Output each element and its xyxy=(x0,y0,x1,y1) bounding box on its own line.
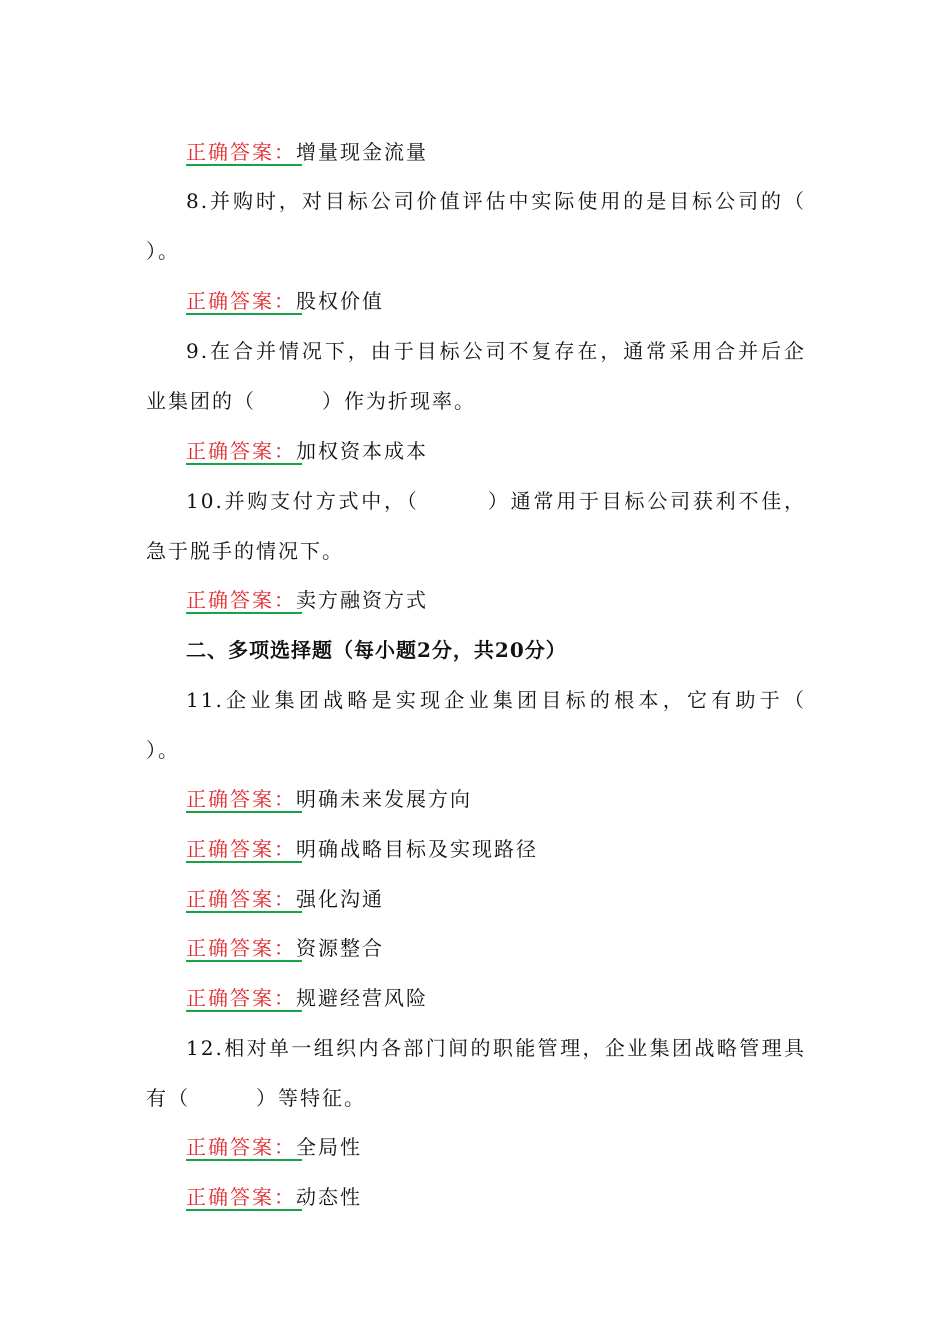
answer-label: 正确答案： xyxy=(186,933,296,963)
answer-line xyxy=(0,884,950,914)
answer-text: 卖方融资方式 xyxy=(296,588,428,612)
answer-text: 增量现金流量 xyxy=(296,140,428,164)
answer-line xyxy=(0,983,950,1013)
answer-label: 正确答案： xyxy=(186,436,296,466)
answer-line xyxy=(0,834,950,864)
answer-label: 正确答案： xyxy=(186,1132,296,1162)
question-10-line1: 10.并购支付方式中，（ ）通常用于目标公司获利不佳， xyxy=(186,489,806,513)
question-12-line2: 有（ ）等特征。 xyxy=(146,1086,366,1110)
question-11-line1: 11.企业集团战略是实现企业集团目标的根本，它有助于（ xyxy=(186,688,806,712)
answer-line xyxy=(0,784,950,814)
answer-text: 股权价值 xyxy=(296,289,384,313)
question-9-line2: 业集团的（ ）作为折现率。 xyxy=(146,389,476,413)
question-11-line2: ）。 xyxy=(146,738,180,762)
answer-label: 正确答案： xyxy=(186,784,296,814)
answer-label: 正确答案： xyxy=(186,983,296,1013)
section-heading: 二、多项选择题（每小题2分，共20分） xyxy=(186,638,567,662)
answer-text: 明确战略目标及实现路径 xyxy=(296,837,538,861)
answer-label: 正确答案： xyxy=(186,1182,296,1212)
question-9-line1: 9.在合并情况下，由于目标公司不复存在，通常采用合并后企 xyxy=(186,339,806,363)
answer-label: 正确答案： xyxy=(186,137,296,167)
answer-line xyxy=(0,137,950,167)
answer-line xyxy=(0,286,950,316)
answer-label: 正确答案： xyxy=(186,585,296,615)
answer-text: 规避经营风险 xyxy=(296,986,428,1010)
answer-label: 正确答案： xyxy=(186,834,296,864)
answer-line xyxy=(0,1182,950,1212)
answer-text: 动态性 xyxy=(296,1185,362,1209)
question-8-line2: ）。 xyxy=(146,239,180,263)
answer-line xyxy=(0,933,950,963)
question-8-line1: 8.并购时，对目标公司价值评估中实际使用的是目标公司的（ xyxy=(186,189,806,213)
question-10-line2: 急于脱手的情况下。 xyxy=(146,539,344,563)
answer-line xyxy=(0,436,950,466)
answer-label: 正确答案： xyxy=(186,884,296,914)
answer-text: 加权资本成本 xyxy=(296,439,428,463)
answer-text: 全局性 xyxy=(296,1135,362,1159)
answer-text: 资源整合 xyxy=(296,936,384,960)
answer-line xyxy=(0,585,950,615)
answer-text: 明确未来发展方向 xyxy=(296,787,472,811)
answer-text: 强化沟通 xyxy=(296,887,384,911)
question-12-line1: 12.相对单一组织内各部门间的职能管理，企业集团战略管理具 xyxy=(186,1036,806,1060)
answer-label: 正确答案： xyxy=(186,286,296,316)
answer-line xyxy=(0,1132,950,1162)
